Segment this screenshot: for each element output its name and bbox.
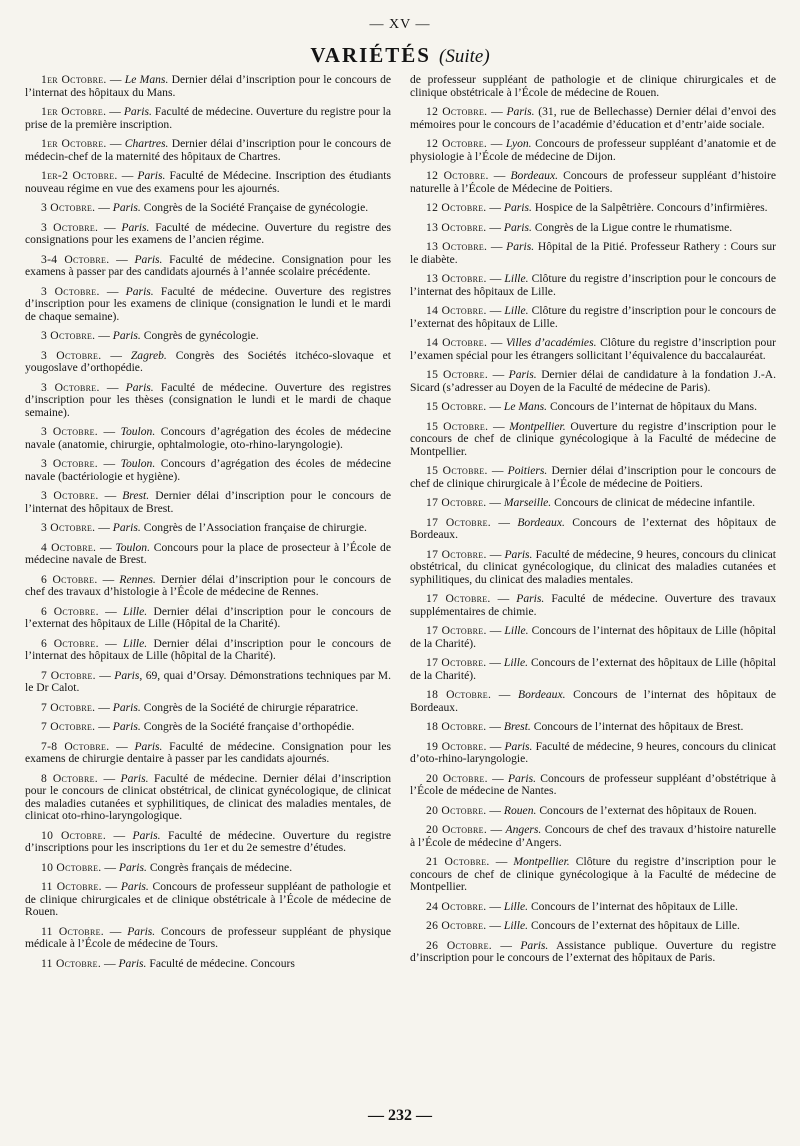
roman-page-number: — XV — xyxy=(369,17,431,32)
entry-date: 6 Octobre. xyxy=(41,572,98,586)
calendar-entry: 15 Octobre. — Le Mans. Concours de l’internat de hôpitaux du Mans. xyxy=(426,400,757,413)
entry-date: 3-4 Octobre. xyxy=(41,252,110,266)
calendar-entry: 10 Octobre. — Paris. Faculté de médecine. Ouverture du registre d’inscriptions pour les inscriptions du 1er et du 2e semestre d’études. xyxy=(25,828,391,854)
entry-text: Assistance publique. Ouverture du registre d’inscription pour le concours de l’externat des hôpitaux de Paris. xyxy=(410,938,777,964)
entry-text: Concours de l’internat des hôpitaux de Lille. xyxy=(530,899,738,913)
calendar-entry: 3 Octobre. — Paris. Congrès de l’Association française de chirurgie. xyxy=(41,521,367,534)
entry-text: Congrès de l’Association française de chirurgie. xyxy=(143,521,367,534)
entry-place: Lille. xyxy=(504,304,529,317)
entry-text: Faculté de médecine, 9 heures, concours du clinicat obstétrical, du clinicat gynécologique, du clinicat des maladies cutanées et syphilitiques, du clinicat des maladies mentales. xyxy=(410,547,777,586)
calendar-entry: 17 Octobre. — Marseille. Concours de clinicat de médecine infantile. xyxy=(426,496,756,509)
entry-place: Paris. xyxy=(503,201,532,214)
entry-place: Paris. xyxy=(118,956,147,970)
calendar-entry: 3-4 Octobre. — Paris. Faculté de médecine. Consignation pour les examens à passer par des candidats ajournés à l’année scolaire précédente. xyxy=(25,252,392,278)
entry-text: Concours de l’externat des hôpitaux de Bordeaux. xyxy=(410,515,776,541)
entry-date: 7-8 Octobre. xyxy=(41,739,110,753)
entry-date: 13 Octobre. xyxy=(426,240,488,253)
entry-text: Faculté de médecine. Ouverture des registres d’inscription pour les thèses (consignation le lundi et le mardi de chaque semaine). xyxy=(25,380,391,419)
entry-date: 15 Octobre. xyxy=(426,368,489,381)
entry-text: Faculté de médecine. Ouverture du registre d’inscriptions pour les inscriptions du 1er et du 2e semestre d’études. xyxy=(25,828,391,854)
entry-date: 17 Octobre. xyxy=(426,547,487,561)
entry-date: 1er Octobre. xyxy=(41,73,107,86)
calendar-entry: 13 Octobre. — Paris. Congrès de la Ligue contre le rhumatisme. xyxy=(426,220,733,234)
entry-date: 3 Octobre. xyxy=(41,521,96,534)
calendar-entry: 7 Octobre. — Paris, 69, quai d’Orsay. Démonstrations techniques par M. le Dr Calot. xyxy=(25,668,392,694)
entry-place: Paris, xyxy=(114,668,143,682)
entry-place: Villes d’académies. xyxy=(505,336,597,349)
entry-place: Paris. xyxy=(503,220,532,234)
calendar-entry: 24 Octobre. — Lille. Concours de l’internat des hôpitaux de Lille. xyxy=(426,899,738,913)
entry-date: 12 Octobre. xyxy=(426,201,487,214)
entry-text: Congrès français de médecine. xyxy=(149,860,293,874)
entry-text: Concours de chef des travaux d’histoire naturelle à l’École de médecine d’Angers. xyxy=(410,823,776,849)
entry-place: Paris. xyxy=(112,201,141,214)
entry-place: Lille. xyxy=(503,899,529,913)
entry-place: Paris. xyxy=(507,771,536,785)
entry-date: 13 Octobre. xyxy=(426,220,487,234)
entry-text: Concours d’agrégation des écoles de médecine navale (bactériologie et hygiène). xyxy=(25,457,392,483)
entry-date: 6 Octobre. xyxy=(41,604,99,618)
calendar-entry: 8 Octobre. — Paris. Faculté de médecine. Dernier délai d’inscription pour le concours de clinicat obstétrical, de clinicat gynécologique, de clinicat des maladies cutanées et syphilitiques, de clinicat des maladies mentales, de clinicat oto-rhino-laryngologique. xyxy=(25,771,392,822)
entry-text: Faculté de médecine. Consignation pour les examens à passer par des candidats ajournés à l’année scolaire précédente. xyxy=(25,252,392,278)
entry-text: Concours de clinicat de médecine infantile. xyxy=(554,496,756,509)
entry-text: Faculté de Médecine. Inscription des étudiants nouveau régime en vue des examens pour les ajournés. xyxy=(25,169,392,195)
calendar-entry: 3 Octobre. — Zagreb. Congrès des Sociétés itchéco-slovaque et yougoslave d’orthopédie. xyxy=(25,348,392,374)
calendar-entry: 6 Octobre. — Lille. Dernier délai d’inscription pour le concours de l’externat des hôpitaux de Lille (Hôpital de la Charité). xyxy=(25,604,391,630)
entry-text: de professeur suppléant de pathologie et de clinique chirurgicales et de clinique obstétricale à l’École de médecine de Rouen. xyxy=(410,73,776,99)
entry-place: Poitiers. xyxy=(507,464,548,477)
entry-place: Paris. xyxy=(504,547,533,561)
entry-text: Concours de l’externat des hôpitaux de Lille. xyxy=(530,919,740,932)
calendar-entry: 17 Octobre. — Lille. Concours de l’externat des hôpitaux de Lille (hôpital de la Charité). xyxy=(410,656,776,682)
entry-text: Hôpital de la Pitié. Professeur Rathery : Cours sur le diabète. xyxy=(410,240,776,266)
calendar-entry: 11 Octobre. — Paris. Concours de professeur suppléant de physique médicale à l’École de médecine de Tours. xyxy=(25,924,391,950)
entry-text: Clôture du registre d’inscription pour le concours de l’internat des hôpitaux de Lille. xyxy=(410,272,776,298)
entry-date: 1er Octobre. xyxy=(41,105,107,118)
entry-date: 3 Octobre. xyxy=(41,284,100,298)
entry-place: Paris. xyxy=(504,739,533,753)
entry-date: 15 Octobre. xyxy=(426,400,487,413)
entry-date: 13 Octobre. xyxy=(426,272,487,285)
entry-text: Concours de l’internat des hôpitaux de Lille (hôpital de la Charité). xyxy=(410,624,776,650)
entry-text: Concours de professeur suppléant d’histoire naturelle à l’École de Médecine de Poitiers. xyxy=(410,169,776,195)
entry-place: Paris. xyxy=(127,924,156,938)
entry-text: Concours de professeur suppléant de physique médicale à l’École de médecine de Tours. xyxy=(25,924,391,950)
entry-place: Paris. xyxy=(506,240,535,253)
entry-date: 3 Octobre. xyxy=(41,201,96,214)
calendar-entry: 3 Octobre. — Paris. Faculté de médecine. Ouverture du registre des consignations pour les examens de l’ancien régime. xyxy=(25,220,391,246)
entry-date: 11 Octobre. xyxy=(41,956,102,970)
entry-text: (31, rue de Bellechasse) Dernier délai d’envoi des mémoires pour le concours de l’académie d’éducation et d’entr’aide sociale. xyxy=(410,105,777,131)
entry-date: 10 Octobre. xyxy=(41,828,107,842)
entry-place: Paris. xyxy=(125,284,154,298)
entry-text: Concours de professeur suppléant d’obstétrique à l’École de médecine de Nantes. xyxy=(410,771,776,797)
entry-text: Congrès des Sociétés itchéco-slovaque et yougoslave d’orthopédie. xyxy=(25,348,392,374)
calendar-entry: 7 Octobre. — Paris. Congrès de la Société de chirurgie réparatrice. xyxy=(41,700,359,714)
calendar-entry: 20 Octobre. — Angers. Concours de chef des travaux d’histoire naturelle à l’École de médecine d’Angers. xyxy=(410,823,776,849)
entry-text: Concours pour la place de prosecteur à l’École de médecine navale de Brest. xyxy=(25,540,391,566)
entry-date: 11 Octobre. xyxy=(41,924,104,938)
entry-text: Faculté de médecine, 9 heures, concours du clinicat d’oto-rhino-laryngologie. xyxy=(410,739,777,765)
entry-text: Concours de l’externat des hôpitaux de Lille (hôpital de la Charité). xyxy=(410,656,776,682)
entry-place: Chartres. xyxy=(124,137,169,150)
entry-place: Lille. xyxy=(503,919,529,932)
entry-place: Paris. xyxy=(516,592,545,605)
entry-date: 17 Octobre. xyxy=(426,496,487,509)
entry-date: 12 Octobre. xyxy=(426,105,488,118)
entry-date: 3 Octobre. xyxy=(41,220,99,234)
calendar-entry: 1er Octobre. — Paris. Faculté de médecine. Ouverture du registre pour la prise de la première inscription. xyxy=(25,105,392,131)
calendar-entry: 15 Octobre. — Paris. Dernier délai de candidature à la fondation J.-A. Sicard (s’adresser au Doyen de la Faculté de médecine de Paris). xyxy=(410,368,777,394)
entry-date: 11 Octobre. xyxy=(41,880,102,893)
entry-text: Concours de l’internat des hôpitaux de Brest. xyxy=(533,720,744,733)
calendar-entry: 21 Octobre. — Montpellier. Clôture du registre d’inscription pour le concours de chef de clinique gynécologique à la Faculté de médecine de Montpellier. xyxy=(410,855,777,893)
entry-place: Lyon. xyxy=(505,137,532,150)
entry-text: Faculté de médecine. Consignation pour les examens de chirurgie dentaire à passer par les candidats ajournés. xyxy=(25,739,392,765)
entry-text: Congrès de gynécologie. xyxy=(143,329,259,342)
calendar-entry: 17 Octobre. — Paris. Faculté de médecine, 9 heures, concours du clinicat obstétrical, du clinicat gynécologique, du clinicat des maladies cutanées et syphilitiques, du clinicat des maladies mentales. xyxy=(410,547,777,586)
entry-text: Congrès de la Société française d’orthopédie. xyxy=(143,720,355,733)
entry-date: 3 Octobre. xyxy=(41,489,99,502)
calendar-entry: 15 Octobre. — Montpellier. Ouverture du registre d’inscription pour le concours de chef de clinique gynécologique à la Faculté de médecine de Montpellier. xyxy=(410,419,777,458)
calendar-entry: 3 Octobre. — Paris. Faculté de médecine. Ouverture des registres d’inscription pour les examens de clinique (consignation le lundi et le mardi de chaque semaine). xyxy=(25,284,391,323)
calendar-entry: 3 Octobre. — Paris. Congrès de gynécologie. xyxy=(41,329,259,342)
entry-date: 12 Octobre. xyxy=(426,137,488,150)
entry-place: Bordeaux. xyxy=(517,688,566,701)
entry-place: Rouen. xyxy=(503,803,537,817)
entry-date: 15 Octobre. xyxy=(426,419,489,433)
entry-place: Bordeaux. xyxy=(517,515,565,529)
entry-date: 15 Octobre. xyxy=(426,464,488,477)
entry-date: 21 Octobre. xyxy=(426,855,490,868)
entry-place: Paris. xyxy=(134,739,163,753)
entry-text: Concours de l’internat de hôpitaux du Mans. xyxy=(549,400,757,413)
calendar-entry: 3 Octobre. — Paris. Congrès de la Société Française de gynécologie. xyxy=(41,201,369,214)
calendar-entry: 4 Octobre. — Toulon. Concours pour la place de prosecteur à l’École de médecine navale de Brest. xyxy=(25,540,391,566)
calendar-entry: 14 Octobre. — Villes d’académies. Clôture du registre d’inscription pour l’examen spécial pour les étrangers sollicitant l’équivalence du baccalauréat. xyxy=(410,336,776,362)
calendar-entry: 20 Octobre. — Paris. Concours de professeur suppléant d’obstétrique à l’École de médecine de Nantes. xyxy=(410,771,776,797)
left-column xyxy=(25,74,391,977)
calendar-entry: 17 Octobre. — Bordeaux. Concours de l’externat des hôpitaux de Bordeaux. xyxy=(410,515,776,541)
entry-place: Paris. xyxy=(125,380,154,394)
page-number: — 232 — xyxy=(368,1107,432,1124)
entry-text: Dernier délai d’inscription pour le concours de l’internat des hôpitaux de Brest. xyxy=(25,489,392,515)
entry-place: Paris. xyxy=(112,521,141,534)
entry-date: 3 Octobre. xyxy=(41,380,100,394)
entry-text: Dernier délai d’inscription pour le concours de l’internat des hôpitaux du Mans. xyxy=(25,73,392,99)
entry-place: Brest. xyxy=(503,720,531,733)
entry-place: Lille. xyxy=(503,656,529,669)
entry-date: 7 Octobre. xyxy=(41,720,96,733)
entry-text: Ouverture du registre d’inscription pour le concours de chef de clinique gynécologique à la Faculté de médecine de Montpellier. xyxy=(410,419,777,458)
calendar-entry xyxy=(410,74,776,99)
calendar-entry: 19 Octobre. — Paris. Faculté de médecine, 9 heures, concours du clinicat d’oto-rhino-laryngologie. xyxy=(410,739,777,765)
entry-place: Angers. xyxy=(505,823,542,836)
calendar-entry: 14 Octobre. — Lille. Clôture du registre d’inscription pour le concours de l’externat des hôpitaux de Lille. xyxy=(410,304,776,330)
entry-place: Toulon. xyxy=(115,540,151,554)
entry-place: Lille. xyxy=(123,636,148,650)
entry-date: 26 Octobre. xyxy=(426,938,492,952)
entry-place: Paris. xyxy=(134,252,163,266)
entry-text: Dernier délai d’inscription pour le concours de chef des travaux d’histologie à l’École de médecine de Rennes. xyxy=(25,572,391,598)
calendar-entry: 18 Octobre. — Bordeaux. Concours de l’internat des hôpitaux de Bordeaux. xyxy=(410,688,776,714)
entry-date: 26 Octobre. xyxy=(426,919,487,932)
calendar-entry: 12 Octobre. — Paris. Hospice de la Salpêtrière. Concours d’infirmières. xyxy=(426,201,768,214)
entry-place: Lille. xyxy=(123,604,148,618)
entry-text: Faculté de médecine. Concours xyxy=(149,956,295,970)
calendar-entry: 12 Octobre. — Bordeaux. Concours de professeur suppléant d’histoire naturelle à l’École de Médecine de Poitiers. xyxy=(410,169,776,195)
entry-date: 20 Octobre. xyxy=(426,803,487,817)
calendar-entry: 1er Octobre. — Le Mans. Dernier délai d’inscription pour le concours de l’internat des hôpitaux du Mans. xyxy=(25,73,392,99)
entry-date: 18 Octobre. xyxy=(426,688,492,701)
entry-place: Paris. xyxy=(120,880,149,893)
right-column xyxy=(410,74,776,972)
calendar-entry: 6 Octobre. — Lille. Dernier délai d’inscription pour le concours de l’internat des hôpitaux de Lille (hôpital de la Charité). xyxy=(25,636,391,662)
entry-date: 19 Octobre. xyxy=(426,739,487,753)
entry-place: Lille. xyxy=(504,272,529,285)
entry-text: Clôture du registre d’inscription pour le concours de l’externat des hôpitaux de Lille. xyxy=(410,304,776,330)
calendar-entry: 3 Octobre. — Toulon. Concours d’agrégation des écoles de médecine navale (bactériologie et hygiène). xyxy=(25,457,392,483)
entry-text: Faculté de médecine. Ouverture des travaux supplémentaires de chimie. xyxy=(410,592,777,618)
entry-text: Dernier délai d’inscription pour le concours de médecin-chef de la maternité des hôpitaux de Chartres. xyxy=(25,137,391,163)
entry-text: Faculté de médecine. Dernier délai d’inscription pour le concours de clinicat obstétrical, de clinicat gynécologique, de clinicat des maladies cutanées et syphilitiques, de clinicat des maladies mentales, de clinicat oto-rhino-laryngologique. xyxy=(25,771,392,822)
entry-text: Dernier délai de candidature à la fondation J.-A. Sicard (s’adresser au Doyen de la Faculté de médecine de Paris). xyxy=(410,368,777,394)
calendar-entry: 7-8 Octobre. — Paris. Faculté de médecine. Consignation pour les examens de chirurgie dentaire à passer par les candidats ajournés. xyxy=(25,739,392,765)
calendar-entry: 3 Octobre. — Toulon. Concours d’agrégation des écoles de médecine navale (anatomie, chirurgie, ophtalmologie, oto-rhino-laryngologie). xyxy=(25,425,392,451)
entry-date: 20 Octobre. xyxy=(426,823,488,836)
calendar-entry: 15 Octobre. — Poitiers. Dernier délai d’inscription pour le concours de chef de clinique chirurgicale à l’École de médecine de Poitiers. xyxy=(410,464,777,490)
entry-text: Concours de l’externat des hôpitaux de Rouen. xyxy=(539,803,757,817)
calendar-entry: 3 Octobre. — Brest. Dernier délai d’inscription pour le concours de l’internat des hôpitaux de Brest. xyxy=(25,489,392,515)
entry-text: Congrès de la Société de chirurgie réparatrice. xyxy=(143,700,359,714)
calendar-entry: 11 Octobre. — Paris. Concours de professeur suppléant de pathologie et de clinique chirurgicales et de clinique obstétricale à l’École de médecine de Rouen. xyxy=(25,880,391,918)
entry-place: Brest. xyxy=(122,489,150,502)
entry-date: 3 Octobre. xyxy=(41,425,98,438)
entry-text: Faculté de médecine. Ouverture des registres d’inscription pour les examens de clinique (consignation le lundi et le mardi de chaque semaine). xyxy=(25,284,391,323)
entry-date: 3 Octobre. xyxy=(41,348,102,362)
entry-place: Paris. xyxy=(132,828,161,842)
entry-date: 14 Octobre. xyxy=(426,304,487,317)
calendar-entry: 11 Octobre. — Paris. Faculté de médecine. Concours xyxy=(41,956,295,970)
entry-date: 17 Octobre. xyxy=(426,624,487,637)
entry-place: Paris. xyxy=(120,771,149,785)
entry-date: 3 Octobre. xyxy=(41,457,98,470)
calendar-entry: 20 Octobre. — Rouen. Concours de l’externat des hôpitaux de Rouen. xyxy=(426,803,757,817)
entry-place: Le Mans. xyxy=(124,73,169,86)
entry-date: 7 Octobre. xyxy=(41,668,96,682)
entry-place: Toulon. xyxy=(120,457,156,470)
entry-date: 1er Octobre. xyxy=(41,137,107,150)
entry-place: Montpellier. xyxy=(513,855,570,868)
calendar-entry: 13 Octobre. — Lille. Clôture du registre d’inscription pour le concours de l’internat des hôpitaux de Lille. xyxy=(410,272,776,298)
calendar-entry: 3 Octobre. — Paris. Faculté de médecine. Ouverture des registres d’inscription pour les thèses (consignation le lundi et le mardi de chaque semaine). xyxy=(25,380,391,419)
calendar-entry: 12 Octobre. — Paris. (31, rue de Bellechasse) Dernier délai d’envoi des mémoires pour le concours de l’académie d’éducation et d’entr’aide sociale. xyxy=(410,105,777,131)
entry-text: Congrès de la Ligue contre le rhumatisme. xyxy=(534,220,733,234)
entry-date: 7 Octobre. xyxy=(41,700,96,714)
calendar-entry: 17 Octobre. — Lille. Concours de l’internat des hôpitaux de Lille (hôpital de la Charité). xyxy=(410,624,776,650)
calendar-entry: 26 Octobre. — Paris. Assistance publique. Ouverture du registre d’inscription pour le concours de l’externat des hôpitaux de Paris. xyxy=(410,938,777,964)
calendar-entry: 17 Octobre. — Paris. Faculté de médecine. Ouverture des travaux supplémentaires de chimie. xyxy=(410,592,777,618)
entry-place: Le Mans. xyxy=(503,400,548,413)
title-text: VARIÉTÉS xyxy=(310,43,431,67)
entry-place: Paris. xyxy=(520,938,549,952)
entry-date: 1er-2 Octobre. xyxy=(41,169,118,182)
calendar-entry: 12 Octobre. — Lyon. Concours de professeur suppléant d’anatomie et de physiologie à l’École de médecine de Dijon. xyxy=(410,137,777,163)
entry-place: Marseille. xyxy=(503,496,552,509)
entry-place: Montpellier. xyxy=(509,419,566,433)
calendar-entry: 10 Octobre. — Paris. Congrès français de médecine. xyxy=(41,860,293,874)
entry-place: Paris. xyxy=(506,105,535,118)
calendar-entry: 26 Octobre. — Lille. Concours de l’externat des hôpitaux de Lille. xyxy=(426,919,740,932)
entry-place: Paris. xyxy=(112,720,141,733)
entry-text: Faculté de médecine. Ouverture du registre des consignations pour les examens de l’ancien régime. xyxy=(25,220,391,246)
entry-date: 24 Octobre. xyxy=(426,899,487,913)
entry-date: 10 Octobre. xyxy=(41,860,102,874)
entry-place: Toulon. xyxy=(120,425,156,438)
entry-text: Clôture du registre d’inscription pour le concours de chef de clinique gynécologique à la Faculté de médecine de Montpellier. xyxy=(410,855,777,893)
entry-date: 6 Octobre. xyxy=(41,636,99,650)
entry-place: Rennes. xyxy=(119,572,156,586)
entry-place: Paris. xyxy=(118,860,147,874)
title-subtitle: (Suite) xyxy=(439,46,490,67)
entry-text: Concours d’agrégation des écoles de médecine navale (anatomie, chirurgie, ophtalmologie, oto-rhino-laryngologie). xyxy=(25,425,392,451)
entry-place: Lille. xyxy=(504,624,529,637)
entry-text: Dernier délai d’inscription pour le concours de l’externat des hôpitaux de Lille (Hôpital de la Charité). xyxy=(25,604,391,630)
entry-date: 17 Octobre. xyxy=(426,656,487,669)
entry-date: 18 Octobre. xyxy=(426,720,487,733)
calendar-entry: 13 Octobre. — Paris. Hôpital de la Pitié. Professeur Rathery : Cours sur le diabète. xyxy=(410,240,776,266)
entry-date: 8 Octobre. xyxy=(41,771,98,785)
entry-place: Paris. xyxy=(123,105,152,118)
entry-date: 14 Octobre. xyxy=(426,336,488,349)
entry-text: Clôture du registre d’inscription pour l’examen spécial pour les étrangers sollicitant l’équivalence du baccalauréat. xyxy=(410,336,776,362)
calendar-entry: 1er-2 Octobre. — Paris. Faculté de Médecine. Inscription des étudiants nouveau régime en vue des examens pour les ajournés. xyxy=(25,169,392,195)
entry-text: Concours de professeur suppléant de pathologie et de clinique chirurgicales et de clinique obstétricale à l’École de médecine de Rouen. xyxy=(25,880,391,918)
calendar-entry: 6 Octobre. — Rennes. Dernier délai d’inscription pour le concours de chef des travaux d’histologie à l’École de médecine de Rennes. xyxy=(25,572,391,598)
entry-place: Paris. xyxy=(508,368,537,381)
entry-text: Hospice de la Salpêtrière. Concours d’infirmières. xyxy=(534,201,768,214)
entry-date: 17 Octobre. xyxy=(426,592,491,605)
entry-text: Concours de l’internat des hôpitaux de Bordeaux. xyxy=(410,688,776,714)
entry-date: 3 Octobre. xyxy=(41,329,96,342)
entry-date: 12 Octobre. xyxy=(426,169,489,182)
entry-place: Zagreb. xyxy=(130,348,167,362)
entry-text: 69, quai d’Orsay. Démonstrations techniques par M. le Dr Calot. xyxy=(25,668,392,694)
entry-date: 20 Octobre. xyxy=(426,771,488,785)
calendar-entry: 1er Octobre. — Chartres. Dernier délai d’inscription pour le concours de médecin-chef de la maternité des hôpitaux de Chartres. xyxy=(25,137,391,163)
entry-date: 17 Octobre. xyxy=(426,515,491,529)
entry-text: Dernier délai d’inscription pour le concours de chef de clinique chirurgicale à l’École de médecine de Poitiers. xyxy=(410,464,777,490)
calendar-entry: 7 Octobre. — Paris. Congrès de la Société française d’orthopédie. xyxy=(41,720,355,733)
calendar-entry: 18 Octobre. — Brest. Concours de l’internat des hôpitaux de Brest. xyxy=(426,720,744,733)
entry-place: Paris. xyxy=(137,169,166,182)
entry-text: Concours de professeur suppléant d’anatomie et de physiologie à l’École de médecine de Dijon. xyxy=(410,137,777,163)
entry-text: Faculté de médecine. Ouverture du registre pour la prise de la première inscription. xyxy=(25,105,392,131)
entry-place: Paris. xyxy=(121,220,150,234)
entry-place: Bordeaux. xyxy=(510,169,558,182)
entry-place: Paris. xyxy=(112,329,141,342)
entry-place: Paris. xyxy=(112,700,141,714)
section-title xyxy=(0,43,800,68)
entry-text: Dernier délai d’inscription pour le concours de l’internat des hôpitaux de Lille (hôpital de la Charité). xyxy=(25,636,391,662)
entry-text: Congrès de la Société Française de gynécologie. xyxy=(143,201,369,214)
entry-date: 4 Octobre. xyxy=(41,540,97,554)
